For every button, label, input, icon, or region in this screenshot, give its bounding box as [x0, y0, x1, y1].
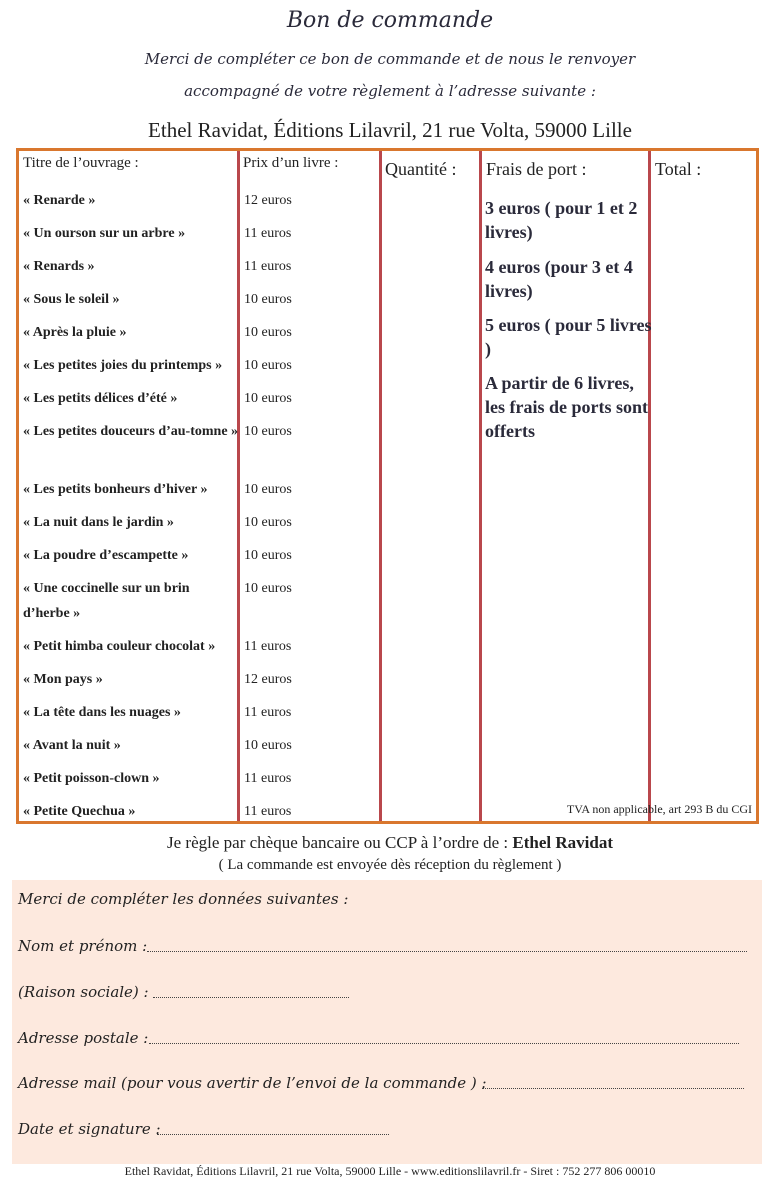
- book-title: « Après la pluie »: [23, 325, 127, 340]
- book-price: 10 euros: [244, 424, 292, 439]
- book-title: « Sous le soleil »: [23, 292, 120, 307]
- book-title: « Les petits bonheurs d’hiver »: [23, 482, 208, 497]
- intro-line-1: Merci de compléter ce bon de commande et de nous le renvoyer: [144, 50, 636, 68]
- company-label: (Raison sociale) :: [18, 983, 149, 1001]
- book-title: « Renards »: [23, 259, 95, 274]
- payment-note: ( La commande est envoyée dès réception du règlement ): [218, 857, 562, 873]
- header-quantity: Quantité :: [385, 159, 457, 179]
- shipping-rate: 4 euros (pour 3 et 4 livres): [485, 257, 633, 301]
- book-title: « La nuit dans le jardin »: [23, 515, 174, 530]
- column-separator: [379, 151, 382, 821]
- book-title: « Les petites douceurs d’au-tomne »: [23, 424, 239, 439]
- header-shipping: Frais de port :: [486, 159, 587, 179]
- postal-address-label: Adresse postale :: [18, 1029, 149, 1047]
- header-total: Total :: [655, 159, 702, 179]
- header-price: Prix d’un livre :: [243, 155, 339, 171]
- payment-instruction: [0, 833, 780, 853]
- book-title: « Petite Quechua »: [23, 804, 136, 819]
- book-price: 11 euros: [244, 226, 292, 241]
- payment-prefix: Je règle par chèque bancaire ou CCP à l’ordre de :: [167, 833, 513, 852]
- shipping-rate: 3 euros ( pour 1 et 2 livres): [485, 198, 638, 242]
- book-title: « Les petites joies du printemps »: [23, 358, 223, 373]
- book-title: « Avant la nuit »: [23, 738, 121, 753]
- column-separator: [648, 151, 651, 821]
- footer: Ethel Ravidat, Éditions Lilavril, 21 rue Volta, 59000 Lille - www.editionslilavril.fr - Siret : 752 277 806 00010: [124, 1164, 656, 1178]
- book-price: 10 euros: [244, 548, 292, 563]
- book-price: 11 euros: [244, 639, 292, 654]
- tva-note: TVA non applicable, art 293 B du CGI: [566, 802, 752, 816]
- email-label: Adresse mail (pour vous avertir de l’envoi de la commande ) :: [18, 1074, 487, 1092]
- payee-name: Ethel Ravidat: [512, 833, 613, 852]
- book-title: « Petit himba couleur chocolat »: [23, 639, 216, 654]
- intro-line-2: accompagné de votre règlement à l’adresse suivante :: [184, 82, 596, 100]
- book-price: 11 euros: [244, 771, 292, 786]
- column-separator: [479, 151, 482, 821]
- company-field[interactable]: [153, 997, 349, 998]
- book-price: 11 euros: [244, 259, 292, 274]
- book-title: « Les petits délices d’été »: [23, 391, 178, 406]
- name-label: Nom et prénom :: [18, 937, 148, 955]
- book-price: 11 euros: [244, 705, 292, 720]
- book-price: 10 euros: [244, 738, 292, 753]
- book-price: 10 euros: [244, 358, 292, 373]
- book-price: 10 euros: [244, 482, 292, 497]
- book-price: 12 euros: [244, 672, 292, 687]
- book-title: « La tête dans les nuages »: [23, 705, 181, 720]
- book-price: 11 euros: [244, 804, 292, 819]
- shipping-rate: A partir de 6 livres, les frais de ports sont offerts: [485, 373, 648, 441]
- customer-form: [12, 880, 762, 1164]
- postal-address-field[interactable]: [149, 1043, 739, 1044]
- signature-field[interactable]: [157, 1134, 389, 1135]
- book-title: « Petit poisson-clown »: [23, 771, 160, 786]
- book-price: 10 euros: [244, 515, 292, 530]
- signature-label: Date et signature :: [18, 1120, 161, 1138]
- book-price: 10 euros: [244, 391, 292, 406]
- page-title: Bon de commande: [286, 8, 494, 33]
- header-title: Titre de l’ouvrage :: [23, 155, 139, 171]
- form-intro: Merci de compléter les données suivantes :: [18, 890, 349, 908]
- shipping-rate: 5 euros ( pour 5 livres ): [485, 315, 652, 359]
- publisher-address: Ethel Ravidat, Éditions Lilavril, 21 rue Volta, 59000 Lille: [148, 118, 632, 142]
- book-price: 12 euros: [244, 193, 292, 208]
- order-table: [16, 148, 759, 824]
- book-title: « Une coccinelle sur un brin d’herbe »: [23, 581, 190, 621]
- name-field[interactable]: [147, 951, 747, 952]
- book-price: 10 euros: [244, 581, 292, 596]
- book-price: 10 euros: [244, 292, 292, 307]
- book-price: 10 euros: [244, 325, 292, 340]
- book-title: « La poudre d’escampette »: [23, 548, 189, 563]
- book-title: « Un ourson sur un arbre »: [23, 226, 186, 241]
- book-title: « Mon pays »: [23, 672, 103, 687]
- email-field[interactable]: [482, 1088, 744, 1089]
- book-title: « Renarde »: [23, 193, 96, 208]
